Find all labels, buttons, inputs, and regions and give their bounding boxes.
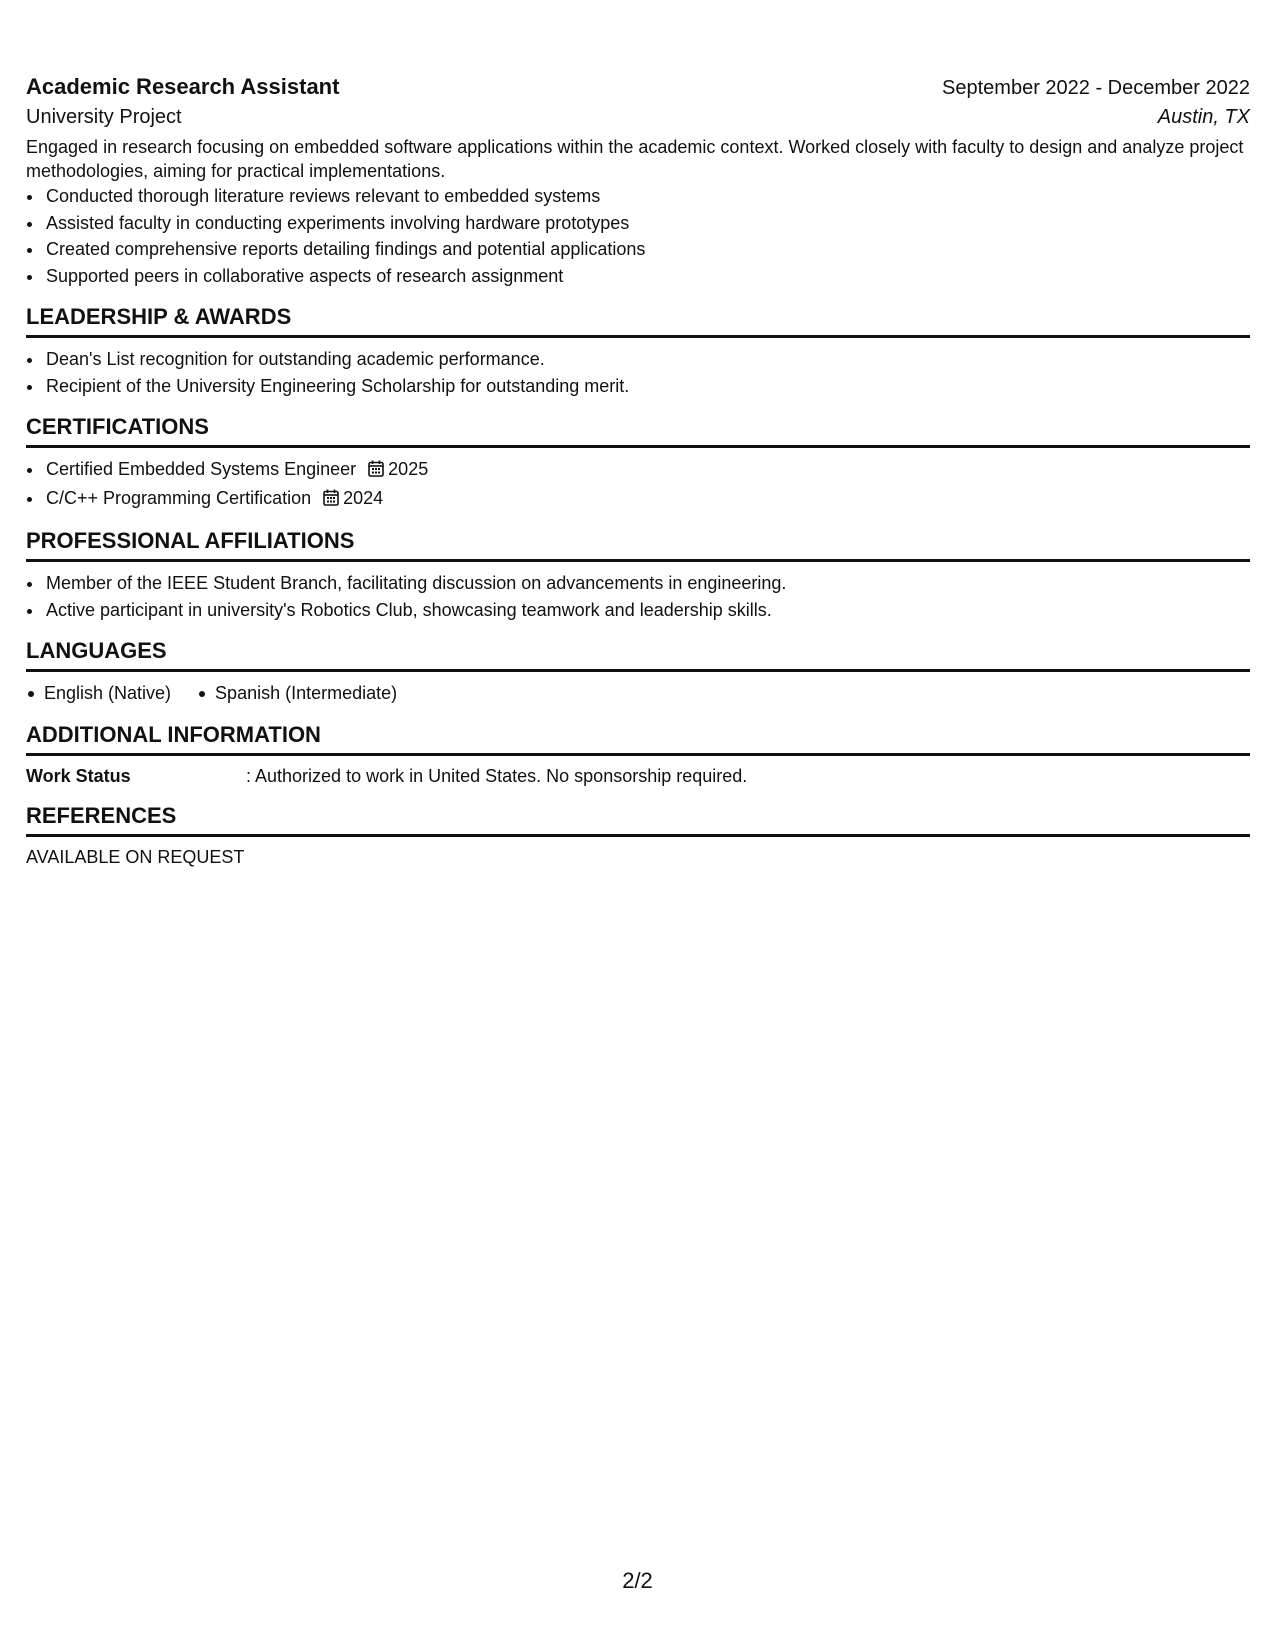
resume-page — [26, 74, 1250, 869]
section-title-additional: ADDITIONAL INFORMATION — [26, 721, 1250, 756]
list-item: • Member of the IEEE Student Branch, facilitating discussion on advancements in engineering. — [44, 570, 1250, 597]
job-title: Academic Research Assistant — [26, 74, 340, 99]
certification-name: C/C++ Programming Certification — [46, 487, 312, 508]
list-item: • Recipient of the University Engineering Scholarship for outstanding merit. — [44, 373, 1250, 400]
work-status-label: Work Status — [26, 765, 131, 786]
certification-item — [44, 456, 1250, 485]
language-item: Spanish (Intermediate) — [197, 680, 397, 707]
leadership-list — [26, 346, 1250, 399]
section-title-certifications: CERTIFICATIONS — [26, 413, 1250, 448]
experience-header — [26, 74, 1250, 100]
work-status-row — [26, 764, 1250, 788]
certification-name: Certified Embedded Systems Engineer — [46, 459, 357, 479]
list-item: • Created comprehensive reports detailing findings and potential applications — [44, 236, 1250, 263]
work-status-value: : Authorized to work in United States. No sponsorship required. — [246, 765, 748, 786]
job-bullets — [26, 183, 1250, 289]
list-item: • Conducted thorough literature reviews relevant to embedded systems — [44, 183, 1250, 210]
affiliations-list — [26, 570, 1250, 623]
list-item: • Dean's List recognition for outstanding academic performance. — [44, 346, 1250, 373]
job-location: Austin, TX — [1157, 106, 1250, 128]
language-item: English (Native) — [26, 680, 171, 707]
section-title-leadership: LEADERSHIP & AWARDS — [26, 303, 1250, 338]
list-item: • Active participant in university's Robotics Club, showcasing teamwork and leadership skills. — [44, 597, 1250, 624]
job-dates: September 2022 - December 2022 — [942, 77, 1250, 99]
certifications-list — [26, 456, 1250, 513]
job-organization: University Project — [26, 106, 182, 128]
certification-year: 2025 — [388, 459, 429, 479]
list-item: • Assisted faculty in conducting experiments involving hardware prototypes — [44, 210, 1250, 237]
section-title-languages: LANGUAGES — [26, 637, 1250, 672]
experience-subheader — [26, 106, 1250, 129]
section-title-affiliations: PROFESSIONAL AFFILIATIONS — [26, 527, 1250, 562]
calendar-icon — [368, 458, 384, 485]
job-description: Engaged in research focusing on embedded software applications within the academic context. Worked closely with faculty to design and analyze project methodologies, aiming for practical implementations. — [26, 137, 1244, 181]
section-title-references: REFERENCES — [26, 802, 1250, 837]
certification-item — [44, 485, 1250, 514]
calendar-icon — [323, 487, 339, 514]
certification-year: 2024 — [343, 487, 384, 508]
references-text: AVAILABLE ON REQUEST — [26, 846, 245, 867]
list-item: • Supported peers in collaborative aspects of research assignment — [44, 263, 1250, 290]
page-number: 2/2 — [622, 1568, 653, 1593]
languages-list — [26, 680, 1250, 707]
